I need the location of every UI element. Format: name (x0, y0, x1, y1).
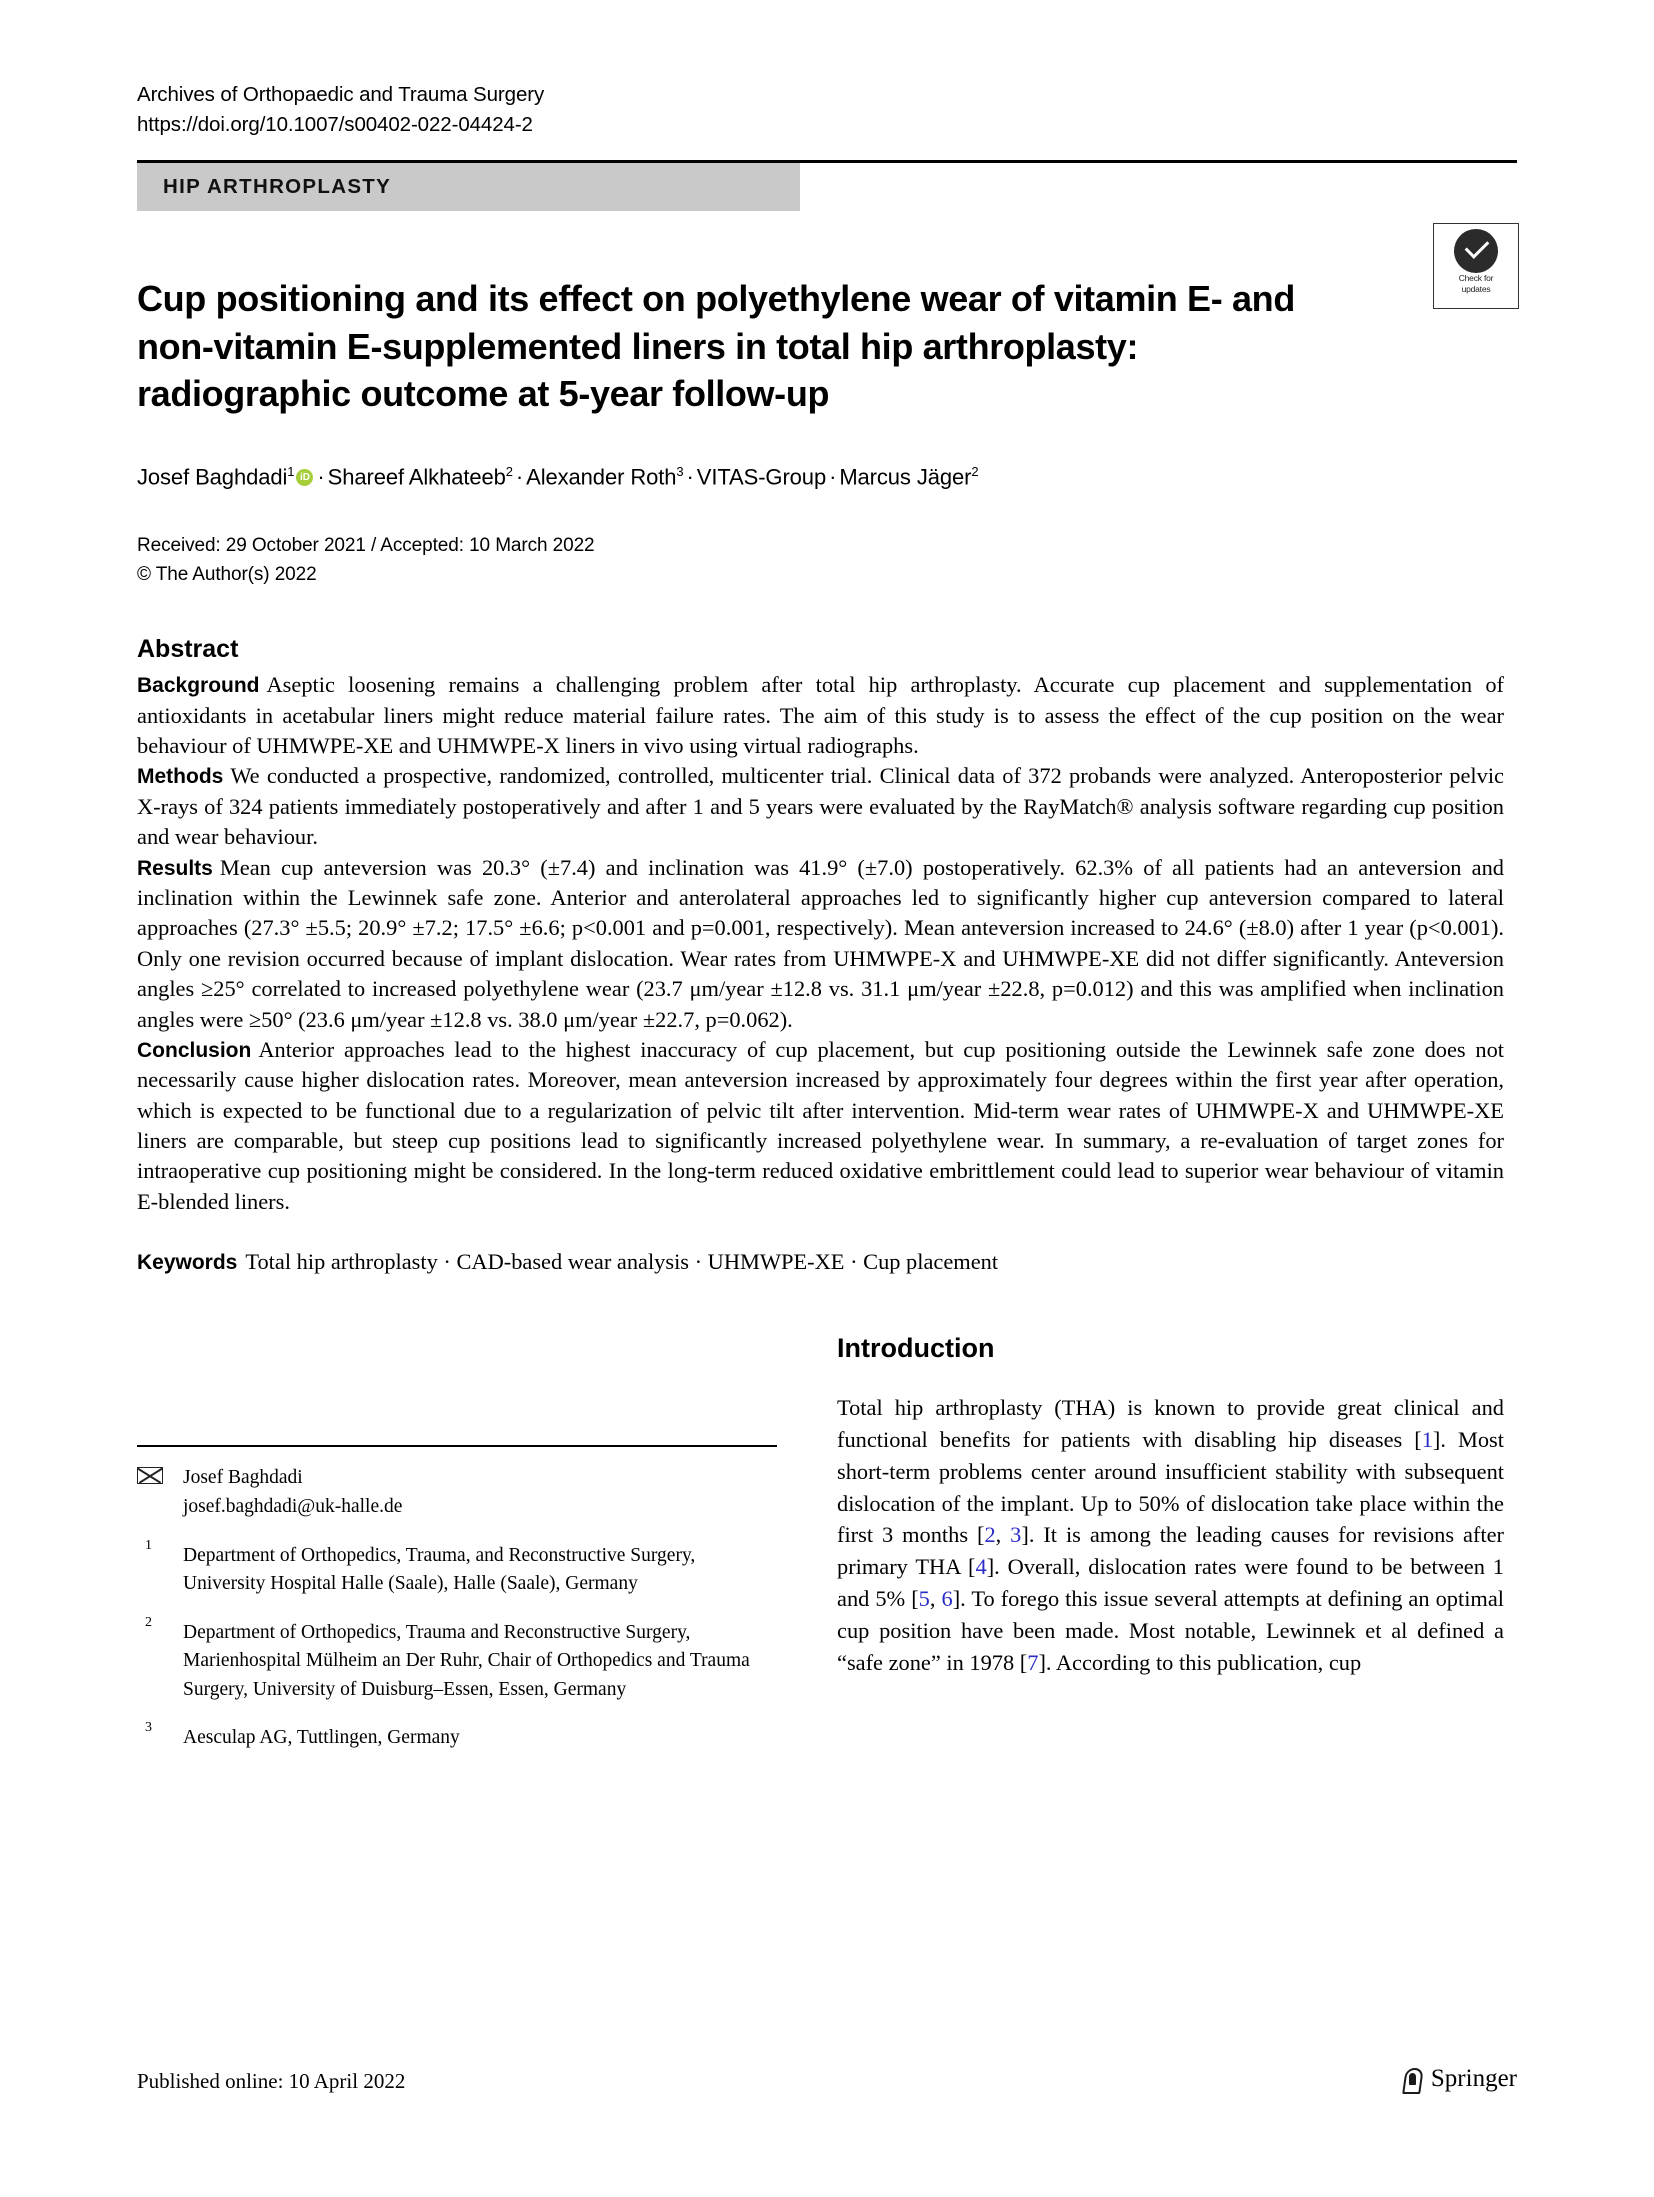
abstract-label-conclusion: Conclusion (137, 1038, 252, 1062)
abstract-label-background: Background (137, 674, 260, 698)
introduction-paragraph: Total hip arthroplasty (THA) is known to provide great clinical and functional benefits for patients with disabling hip diseases [1]. Most short-term problems center around insufficient stability with subsequent dislocation of the implant. Up to 50% of dislocation take place within the first 3 months [2, 3]. It is among the leading causes for revisions after primary THA [4]. Overall, dislocation rates were found to be between 1 and 5% [5, 6]. To forego this issue several attempts at defining an optimal cup position have been made. Most notable, Lewinnek et al defined a “safe zone” in 1978 [7]. According to this publication, cup (837, 1395, 1505, 1675)
publisher-logo (1401, 2065, 1517, 2093)
author-name[interactable]: Shareef Alkhateeb (327, 464, 506, 490)
abstract-paragraph-methods (137, 761, 1504, 852)
author-affiliation-marker: 2 (505, 463, 513, 479)
abstract-label-methods: Methods (137, 765, 224, 789)
received-accepted-line: Received: 29 October 2021 / Accepted: 10 March 2022 (137, 535, 595, 557)
affiliation-item (137, 1614, 777, 1704)
abstract-paragraph-results (137, 853, 1504, 1035)
footnote-column (137, 1333, 777, 1752)
author-affiliation-marker: 2 (971, 463, 979, 479)
springer-mark-icon (1401, 2066, 1423, 2092)
published-online-date: Published online: 10 April 2022 (137, 2069, 406, 2093)
citation-link[interactable]: 7 (1027, 1649, 1039, 1675)
publication-dates (137, 532, 1517, 589)
author-separator: · (515, 464, 524, 490)
abstract-label-results: Results (137, 856, 213, 880)
citation-link[interactable]: 5 (918, 1586, 930, 1612)
journal-header (137, 0, 1517, 139)
author-name[interactable]: VITAS-Group (696, 464, 827, 490)
affiliation-number: 1 (145, 1537, 152, 1553)
citation-link[interactable]: 6 (941, 1586, 953, 1612)
badge-line-1: Check for (1458, 273, 1494, 284)
page-content (137, 0, 1517, 1953)
check-for-updates-badge[interactable] (1433, 223, 1519, 309)
corresponding-author-block (137, 1463, 777, 1522)
section-banner-row (137, 163, 1517, 295)
citation-link[interactable]: 2 (984, 1522, 996, 1548)
author-separator: · (317, 464, 325, 490)
abstract-text-methods: We conducted a prospective, randomized, controlled, multicenter trial. Clinical data of 372 probands were analyzed. Anteroposterior pelvic X-rays of 324 patients immediately postoperatively and after 1 and 5 years were evaluated by the RayMatch® analysis software regarding cup position and wear behaviour. (137, 763, 1504, 850)
journal-doi[interactable]: https://doi.org/10.1007/s00402-022-04424-2 (137, 112, 533, 136)
affiliation-number: 2 (145, 1614, 152, 1630)
citation-link[interactable]: 1 (1421, 1426, 1433, 1452)
two-column-area (137, 1333, 1517, 1953)
author-affiliation-marker: 3 (676, 463, 684, 479)
introduction-column (837, 1333, 1504, 1678)
keywords-row (137, 1249, 1504, 1275)
affiliation-text: Department of Orthopedics, Trauma, and Reconstructive Surgery, University Hospital Halle (Saale), Halle (Saale), Germany (183, 1544, 696, 1595)
author-name[interactable]: Marcus Jäger (839, 464, 972, 490)
citation-link[interactable]: 4 (975, 1554, 987, 1580)
orcid-icon[interactable] (296, 469, 313, 486)
abstract-text-background: Aseptic loosening remains a challenging problem after total hip arthroplasty. Accurate cup placement and supplementation of antioxidants in acetabular liners might reduce material failure rates. The aim of this study is to assess the effect of the cup position on the wear behaviour of UHMWPE-XE and UHMWPE-X liners in vivo using virtual radiographs. (137, 672, 1504, 759)
footnote-divider (137, 1445, 777, 1447)
affiliation-item (137, 1537, 777, 1599)
abstract-section (137, 635, 1504, 1275)
keywords-text: Total hip arthroplasty · CAD-based wear analysis · UHMWPE-XE · Cup placement (245, 1249, 999, 1275)
author-name[interactable]: Josef Baghdadi (137, 464, 288, 490)
copyright-line: © The Author(s) 2022 (137, 563, 317, 585)
abstract-text-results: Mean cup anteversion was 20.3° (±7.4) and inclination was 41.9° (±7.0) postoperatively. 62.3% of all patients had an anteversion and inclination within the Lewinnek safe zone. Anterior and anterolateral approaches led to significantly higher cup anteversion compared to lateral approaches (27.3° ±5.5; 20.9° ±7.2; 17.5° ±6.6; p<0.001 and p=0.001, respectively). Mean anteversion increased to 24.6° (±8.0) after 1 year (p<0.001). Only one revision occurred because of implant dislocation. Wear rates from UHMWPE-X and UHMWPE-XE did not differ significantly. Anteversion angles ≥25° correlated to increased polyethylene wear (23.7 μm/year ±12.8 vs. 31.1 μm/year ±22.8, p=0.012) and this was amplified when inclination angles were ≥50° (23.6 μm/year ±12.8 vs. 38.0 μm/year ±22.7, p=0.062). (137, 854, 1504, 1032)
citation-link[interactable]: 3 (1010, 1522, 1022, 1548)
corresponding-author-email[interactable]: josef.baghdadi@uk-halle.de (183, 1496, 403, 1518)
author-separator: · (686, 464, 694, 490)
abstract-paragraph-conclusion (137, 1035, 1504, 1217)
affiliation-number: 3 (145, 1720, 152, 1735)
affiliation-item (137, 1720, 777, 1752)
author-name[interactable]: Alexander Roth (526, 464, 677, 490)
publisher-name: Springer (1430, 2065, 1517, 2092)
abstract-paragraph-background (137, 670, 1504, 761)
corresponding-author-name: Josef Baghdadi (183, 1467, 303, 1489)
badge-line-2: updates (1461, 284, 1491, 295)
envelope-icon (137, 1467, 163, 1484)
page-footer (137, 2065, 1517, 2109)
check-circle-icon (1454, 229, 1498, 273)
section-banner: HIP ARTHROPLASTY (137, 163, 800, 211)
author-separator: · (829, 464, 837, 490)
abstract-heading: Abstract (137, 635, 239, 664)
author-affiliation-marker: 1 (287, 463, 295, 479)
author-list (137, 464, 1517, 490)
page-title: Cup positioning and its effect on polyethylene wear of vitamin E- and non-vitamin E-supplemented liners in total hip arthroplasty: radiographic outcome at 5-year follow-up (137, 278, 1295, 415)
abstract-text-conclusion: Anterior approaches lead to the highest inaccuracy of cup placement, but cup positioning outside the Lewinnek safe zone does not necessarily cause higher dislocation rates. Moreover, mean anteversion increased by approximately four degrees within the first year after operation, which is expected to be functional due to a regularization of pelvic tilt after intervention. Mid-term wear rates of UHMWPE-X and UHMWPE-XE liners are comparable, but steep cup positions lead to significantly increased polyethylene wear. In summary, a re-evaluation of target zones for intraoperative cup positioning might be considered. In the long-term reduced oxidative embrittlement could lead to superior wear behaviour of vitamin E-blended liners. (137, 1036, 1504, 1214)
journal-name: Archives of Orthopaedic and Trauma Surgery (137, 83, 545, 106)
affiliation-text: Department of Orthopedics, Trauma and Reconstructive Surgery, Marienhospital Mülheim an Der Ruhr, Chair of Orthopedics and Trauma Surgery, University of Duisburg–Essen, Essen, Germany (183, 1621, 750, 1700)
introduction-heading: Introduction (837, 1333, 995, 1364)
keywords-label: Keywords (137, 1251, 238, 1275)
affiliation-text: Aesculap AG, Tuttlingen, Germany (183, 1727, 460, 1748)
